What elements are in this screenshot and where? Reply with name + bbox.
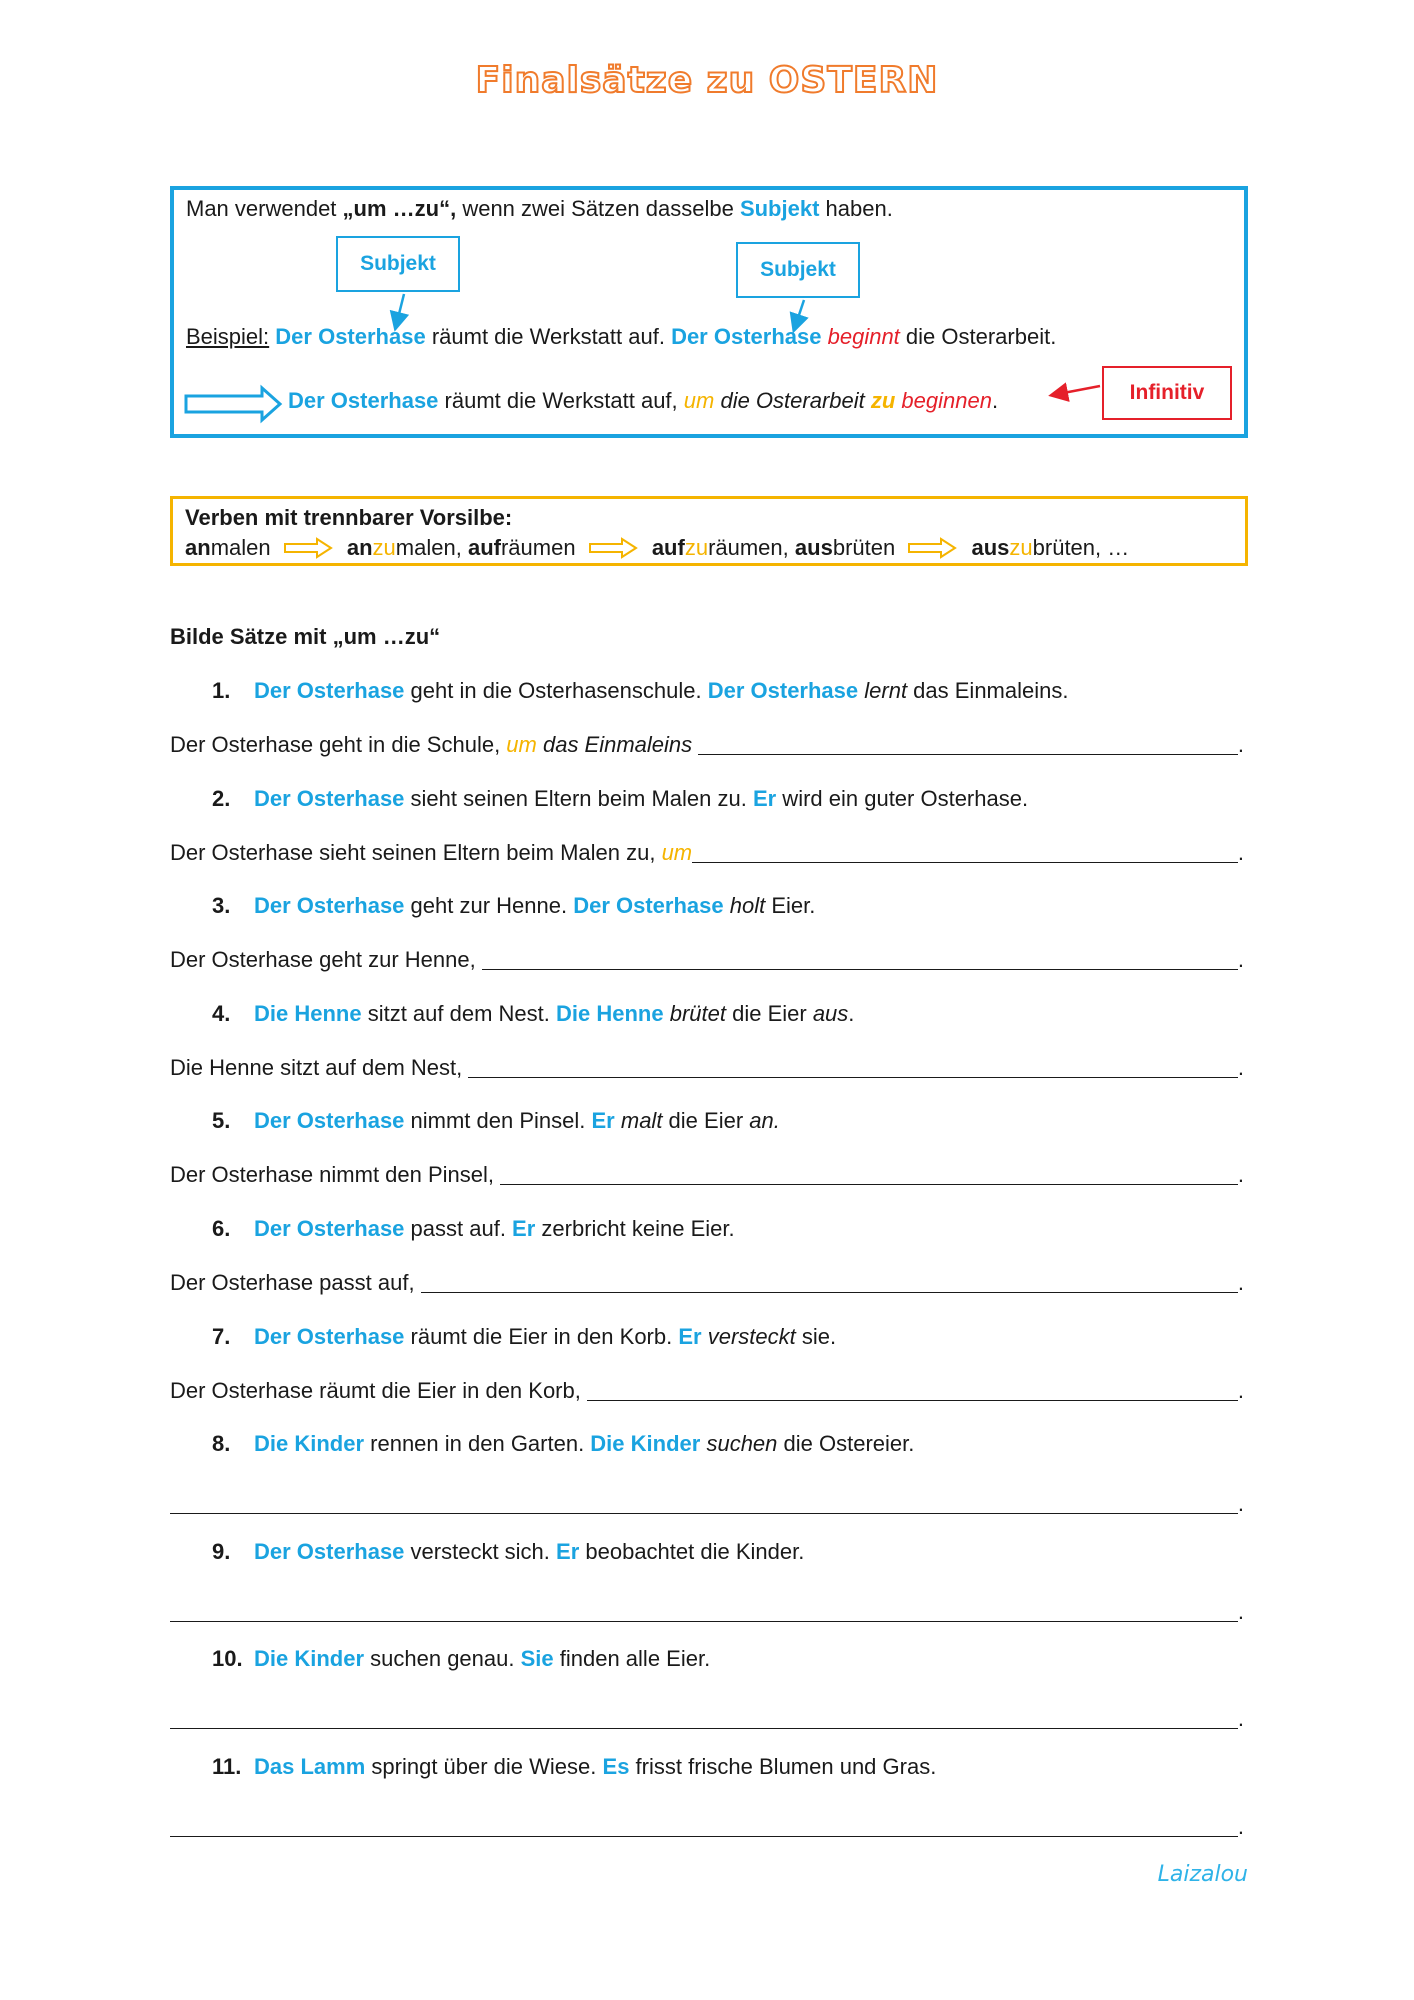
answer-input[interactable] xyxy=(170,1706,1238,1729)
answer-input[interactable] xyxy=(468,1055,1238,1078)
exercise-number: 11. xyxy=(212,1754,242,1779)
answer-input[interactable] xyxy=(482,947,1238,970)
exercise-prompt: 5. Der Osterhase nimmt den Pinsel. Er malt die Eier an. xyxy=(212,1108,780,1134)
arrow-icon xyxy=(907,537,959,559)
answer-line: Der Osterhase sieht seinen Eltern beim Malen zu, um . xyxy=(170,839,1244,865)
result-sentence: Der Osterhase räumt die Werkstatt auf, um die Osterarbeit zu beginnen. xyxy=(288,388,999,413)
answer-input[interactable] xyxy=(587,1378,1238,1401)
beispiel-sentence: Beispiel: Der Osterhase räumt die Werkstatt auf. Der Osterhase beginnt die Osterarbeit. xyxy=(186,324,1057,349)
verbs-heading: Verben mit trennbarer Vorsilbe: xyxy=(185,505,513,530)
exercise-number: 2. xyxy=(212,785,231,811)
infinitiv-label: Infinitiv xyxy=(1102,366,1232,420)
exercise-prompt: 6. Der Osterhase passt auf. Er zerbricht keine Eier. xyxy=(212,1216,735,1241)
exercise-number: 4. xyxy=(212,1000,231,1026)
rule-box xyxy=(170,186,1248,438)
arrow-icon xyxy=(588,537,640,559)
exercise-number: 1. xyxy=(212,678,231,703)
answer-input[interactable] xyxy=(170,1491,1238,1514)
answer-input[interactable] xyxy=(500,1162,1238,1185)
answer-input[interactable] xyxy=(170,1599,1238,1622)
verbs-examples: anmalen anzumalen, aufräumen aufzuräumen, ausbrüten auszubrüten, … xyxy=(185,535,1130,560)
exercise-number: 10. xyxy=(212,1646,243,1672)
exercise-number: 8. xyxy=(212,1431,231,1457)
exercise-prompt: 7. Der Osterhase räumt die Eier in den Korb. Er versteckt sie. xyxy=(212,1323,837,1349)
exercise-prompt: 4. Die Henne sitzt auf dem Nest. Die Henne brütet die Eier aus. xyxy=(212,1000,855,1026)
answer-line: . xyxy=(170,1706,1244,1732)
subjekt-label-1: Subjekt xyxy=(336,236,460,292)
rule-sentence: Man verwendet „um …zu“, wenn zwei Sätzen dasselbe Subjekt haben. xyxy=(186,196,893,221)
answer-input[interactable] xyxy=(692,840,1238,863)
exercise-number: 9. xyxy=(212,1538,231,1564)
page-title: Finalsätze zu OSTERN xyxy=(475,60,939,101)
answer-input[interactable] xyxy=(421,1270,1238,1293)
subjekt-label-2: Subjekt xyxy=(736,242,860,298)
answer-line: Der Osterhase passt auf, . xyxy=(170,1270,1244,1295)
exercise-prompt: 3. Der Osterhase geht zur Henne. Der Osterhase holt Eier. xyxy=(212,893,816,919)
answer-line: Der Osterhase nimmt den Pinsel, . xyxy=(170,1162,1244,1188)
answer-line: Die Henne sitzt auf dem Nest, . xyxy=(170,1054,1244,1080)
signature: Laizalou xyxy=(1157,1862,1248,1887)
answer-input[interactable] xyxy=(170,1814,1238,1837)
answer-line: . xyxy=(170,1814,1244,1840)
exercise-prompt: 1. Der Osterhase geht in die Osterhasenschule. Der Osterhase lernt das Einmaleins. xyxy=(212,678,1069,703)
answer-line: Der Osterhase räumt die Eier in den Korb, . xyxy=(170,1377,1244,1403)
exercise-prompt: 2. Der Osterhase sieht seinen Eltern beim Malen zu. Er wird ein guter Osterhase. xyxy=(212,785,1029,811)
exercise-number: 6. xyxy=(212,1216,231,1241)
answer-line: . xyxy=(170,1599,1244,1625)
exercise-prompt: 11. Das Lamm springt über die Wiese. Es frisst frische Blumen und Gras. xyxy=(212,1754,937,1779)
arrow-icon xyxy=(283,537,335,559)
separable-verbs-box xyxy=(170,496,1248,566)
answer-input[interactable] xyxy=(698,732,1238,755)
exercise-number: 3. xyxy=(212,893,231,919)
answer-line: Der Osterhase geht in die Schule, um das Einmaleins . xyxy=(170,732,1244,757)
answer-line: Der Osterhase geht zur Henne, . xyxy=(170,947,1244,973)
exercise-number: 5. xyxy=(212,1108,231,1134)
answer-line: . xyxy=(170,1491,1244,1517)
exercise-prompt: 9. Der Osterhase versteckt sich. Er beobachtet die Kinder. xyxy=(212,1538,805,1564)
task-heading: Bilde Sätze mit „um …zu“ xyxy=(170,624,441,649)
exercise-number: 7. xyxy=(212,1323,231,1349)
exercise-prompt: 8. Die Kinder rennen in den Garten. Die Kinder suchen die Ostereier. xyxy=(212,1431,915,1457)
exercise-prompt: 10. Die Kinder suchen genau. Sie finden alle Eier. xyxy=(212,1646,711,1672)
